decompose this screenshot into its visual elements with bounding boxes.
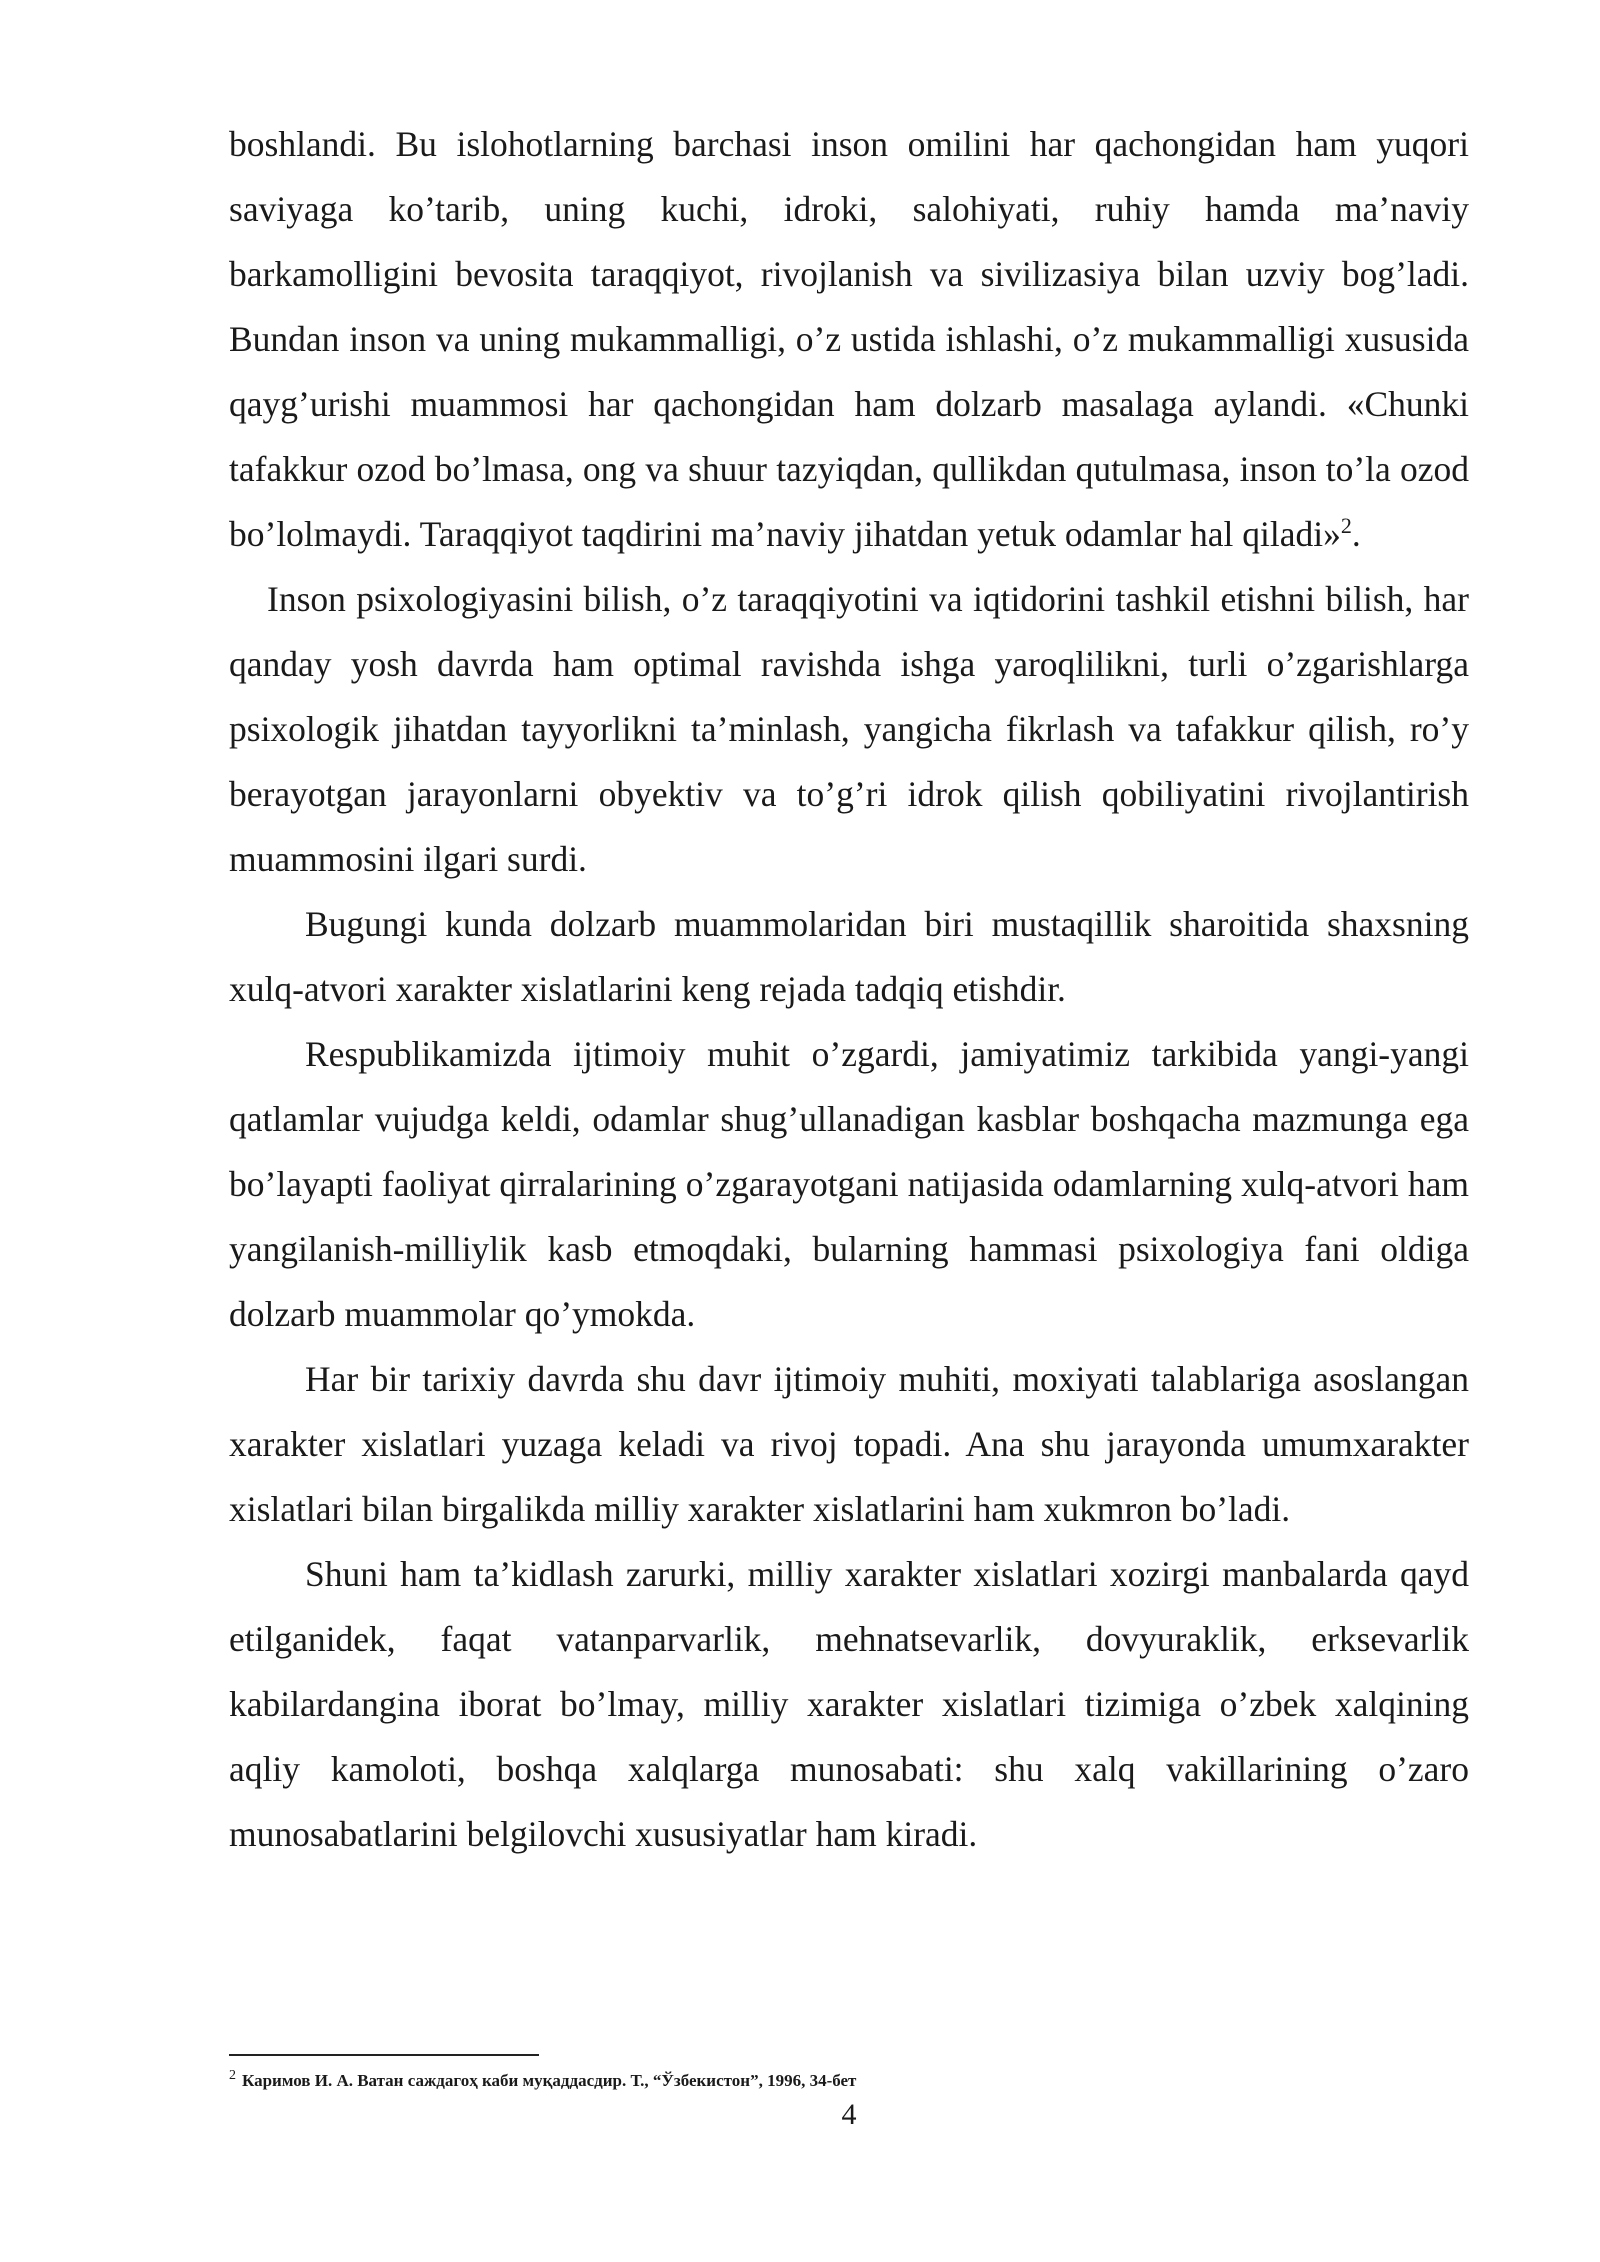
paragraph-3: Bugungi kunda dolzarb muammolaridan biri mustaqillik sharoitida shaxsning xulq-atvori xarakter xislatlarini keng rejada tadqiq etishdir.	[229, 904, 1469, 1009]
footnote	[229, 2066, 1469, 2096]
footnote-separator	[229, 2054, 539, 2056]
paragraph-1-text: boshlandi. Bu islohotlarning barchasi inson omilini har qachongidan ham yuqori saviyaga ko’tarib, uning kuchi, idroki, salohiyati, ruhiy hamda ma’naviy barkamolligini bevosita taraqqiyot, rivojlanish va sivilizasiya bilan uzviy bog’ladi. Bundan inson va uning mukammalligi, o’z ustida ishlashi, o’z mukammalligi xususida qayg’urishi muammosi har qachongidan ham dolzarb masalaga aylandi. «Chunki tafakkur ozod bo’lmasa, ong va shuur tazyiqdan, qullikdan qutulmasa, inson to’la ozod bo’lolmaydi. Taraqqiyot taqdirini ma’naviy jihatdan yetuk odamlar hal qiladi»	[229, 124, 1469, 554]
body-text	[229, 112, 1469, 1867]
paragraph-5: Har bir tarixiy davrda shu davr ijtimoiy muhiti, moxiyati talablariga asoslangan xarakter xislatlari yuzaga keladi va rivoj topadi. Ana shu jarayonda umumxarakter xislatlari bilan birgalikda milliy xarakter xislatlarini ham xukmron bo’ladi.	[229, 1359, 1469, 1529]
footnote-reference[interactable]: 2	[1340, 513, 1352, 539]
paragraph-1	[229, 112, 1469, 567]
paragraph-4: Respublikamizda ijtimoiy muhit o’zgardi, jamiyatimiz tarkibida yangi-yangi qatlamlar vujudga keldi, odamlar shug’ullanadigan kasblar boshqacha mazmunga ega bo’layapti faoliyat qirralarining o’zgarayotgani natijasida odamlarning xulq-atvori ham yangilanish-milliylik kasb etmoqdaki, bularning hammasi psixologiya fani oldiga dolzarb muammolar qo’ymokda.	[229, 1034, 1469, 1334]
footnote-number: 2	[229, 2068, 236, 2084]
paragraph-6: Shuni ham ta’kidlash zarurki, milliy xarakter xislatlari xozirgi manbalarda qayd etilganidek, faqat vatanparvarlik, mehnatsevarlik, dovyuraklik, erksevarlik kabilardangina iborat bo’lmay, milliy xarakter xislatlari tizimiga o’zbek xalqining aqliy kamoloti, boshqa xalqlarga munosabati: shu xalq vakillarining o’zaro munosabatlarini belgilovchi xususiyatlar ham kiradi.	[229, 1554, 1469, 1854]
footnote-text: Каримов И. А. Ватан саждагоҳ каби муқаддасдир. Т., “Ўзбекистон”, 1996, 34-бет	[242, 2071, 857, 2090]
paragraph-2: Inson psixologiyasini bilish, o’z taraqqiyotini va iqtidorini tashkil etishni bilish, har qanday yosh davrda ham optimal ravishda ishga yaroqlilikni, turli o’zgarishlarga psixologik jihatdan tayyorlikni ta’minlash, yangicha fikrlash va tafakkur qilish, ro’y berayotgan jarayonlarni obyektiv va to’g’ri idrok qilish qobiliyatini rivojlantirish muammosini ilgari surdi.	[229, 579, 1469, 879]
page-number: 4	[841, 2098, 857, 2131]
paragraph-1-end: .	[1351, 514, 1361, 554]
